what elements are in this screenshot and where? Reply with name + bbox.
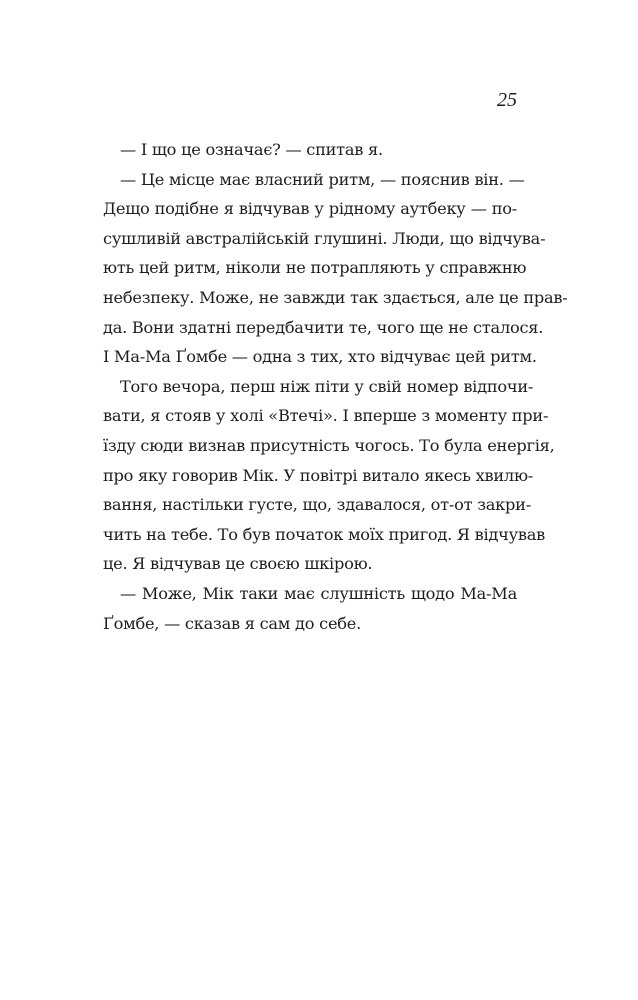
text-line: І Ма-Ма Ґомбе — одна з тих, хто відчуває цей ритм. [103, 347, 537, 367]
text-line: вання, настільки густе, що, здавалося, от-от закри- [103, 495, 531, 515]
text-line: да. Вони здатні передбачити те, чого ще не сталося. [103, 317, 544, 337]
text-line: — Може, Мік таки має слушність щодо Ма-Ма [120, 583, 517, 603]
text-line: чить на тебе. То був початок моїх пригод. Я відчував [103, 524, 546, 544]
text-line: небезпеку. Може, не завжди так здається, але це прав- [103, 287, 568, 307]
text-line: Ґомбе, — сказав я сам до себе. [103, 613, 362, 633]
text-line: — Це місце має власний ритм, — пояснив він. — [120, 169, 525, 189]
text-line: вати, я стояв у холі «Втечі». І вперше з моменту при- [103, 406, 549, 426]
text-line: це. Я відчував це своєю шкірою. [103, 554, 373, 574]
text-line: сушливій австралійській глушині. Люди, що відчува- [103, 228, 546, 248]
text-line: їзду сюди визнав присутність чогось. То була енергія, [103, 435, 555, 455]
text-line: ють цей ритм, ніколи не потрапляють у справжню [103, 258, 527, 278]
text-line: — І що це означає? — спитав я. [120, 140, 383, 159]
text-line: про яку говорив Мік. У повітрі витало якесь хвилю- [103, 465, 534, 485]
text-line: Того вечора, перш ніж піти у свій номер відпочи- [120, 376, 534, 396]
page-number: 25 [497, 89, 517, 111]
body-text [103, 135, 568, 638]
text-line: Дещо подібне я відчував у рідному аутбеку — по- [103, 199, 517, 219]
